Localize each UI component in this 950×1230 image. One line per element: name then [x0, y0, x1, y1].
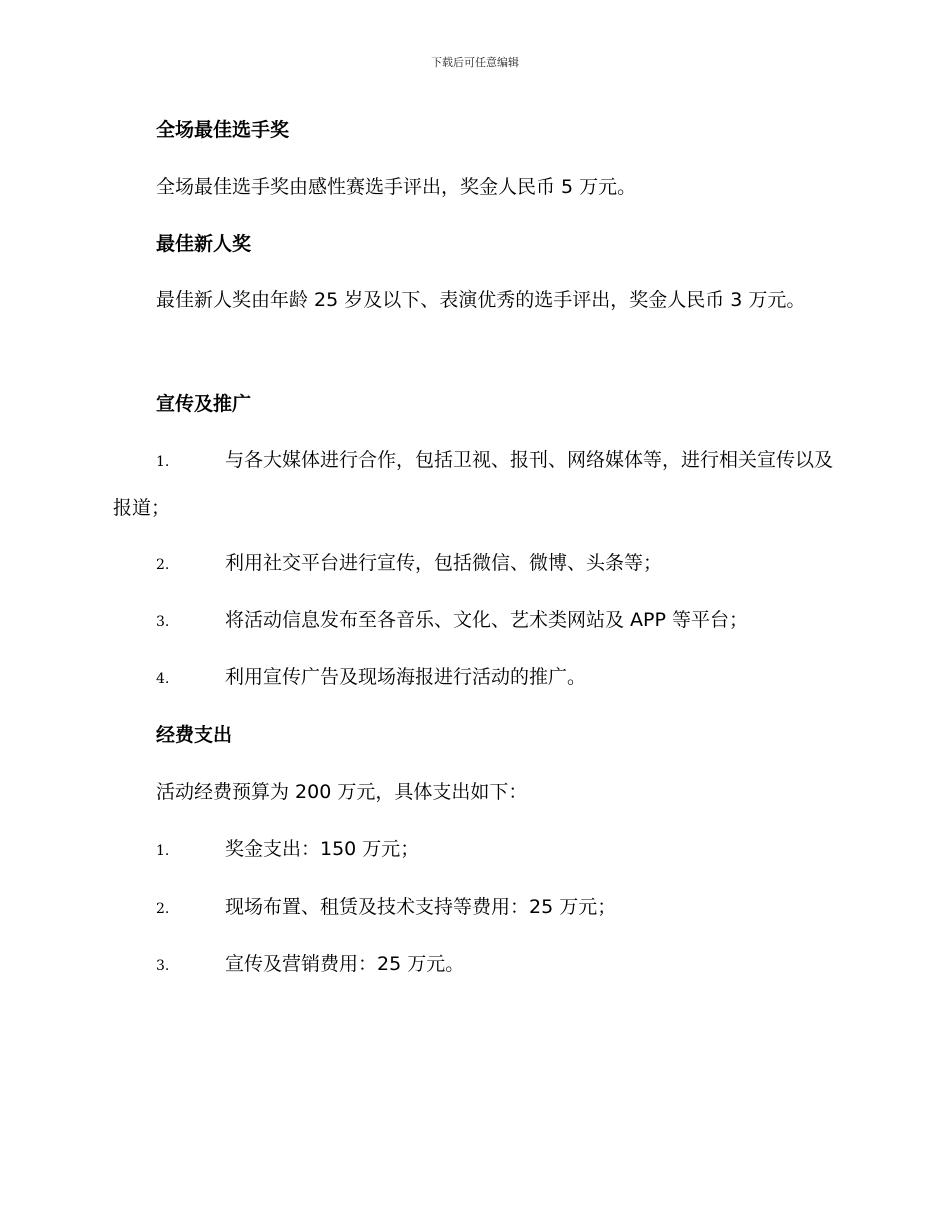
- list-item-text: 与各大媒体进行合作，包括卫视、报刊、网络媒体等，进行相关宣传以及报道；: [113, 449, 834, 519]
- list-item-number: 4.: [156, 671, 170, 687]
- paragraph-budget-intro: 活动经费预算为 200 万元，具体支出如下：: [156, 781, 528, 803]
- list-item: [113, 663, 843, 693]
- list-item: [113, 950, 843, 980]
- heading-best-newcomer: 最佳新人奖: [156, 233, 252, 255]
- list-item: [113, 893, 843, 923]
- list-item-number: 3.: [156, 958, 170, 974]
- list-item-text: 利用社交平台进行宣传，包括微信、微博、头条等；: [225, 552, 663, 574]
- paragraph-best-player: 全场最佳选手奖由感性赛选手评出，奖金人民币 5 万元。: [156, 176, 637, 198]
- list-item-text: 将活动信息发布至各音乐、文化、艺术类网站及 APP 等平台；: [225, 609, 748, 631]
- list-item-number: 1.: [156, 843, 170, 859]
- list-item-text: 奖金支出：150 万元；: [225, 838, 420, 860]
- list-item-text: 利用宣传广告及现场海报进行活动的推广。: [225, 666, 587, 688]
- heading-budget: 经费支出: [156, 724, 233, 746]
- list-item: [113, 606, 843, 636]
- list-item: [113, 437, 843, 531]
- list-item: [113, 835, 843, 865]
- list-item-number: 3.: [156, 614, 170, 630]
- list-item-number: 2.: [156, 901, 170, 917]
- heading-promotion: 宣传及推广: [156, 393, 252, 415]
- list-item-text: 宣传及营销费用：25 万元。: [225, 953, 465, 975]
- list-item-number: 2.: [156, 557, 170, 573]
- list-item: [113, 549, 843, 579]
- list-item-number: 1.: [156, 454, 170, 470]
- paragraph-best-newcomer: 最佳新人奖由年龄 25 岁及以下、表演优秀的选手评出，奖金人民币 3 万元。: [156, 289, 806, 311]
- page-header: 下载后可任意编辑: [431, 56, 519, 69]
- heading-best-player: 全场最佳选手奖: [156, 119, 290, 141]
- list-item-text: 现场布置、租赁及技术支持等费用：25 万元；: [225, 896, 617, 918]
